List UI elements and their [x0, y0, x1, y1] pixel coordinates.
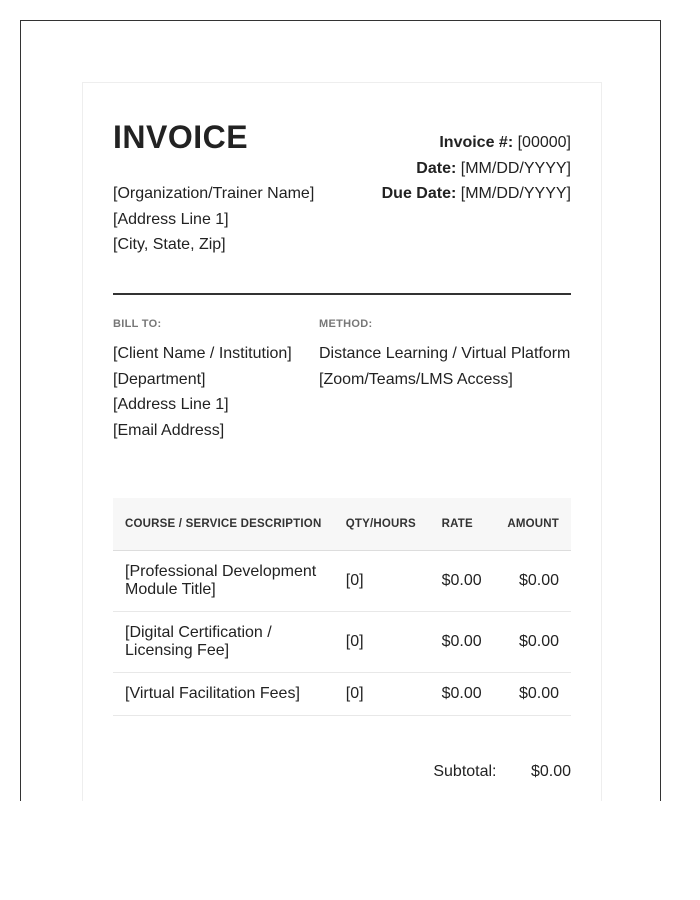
- invoice-number-label: Invoice #:: [439, 134, 514, 151]
- row-description: [Professional Development Module Title]: [113, 551, 334, 612]
- row-qty: [0]: [334, 673, 430, 716]
- due-date-row: [382, 181, 571, 207]
- row-qty: [0]: [334, 551, 430, 612]
- invoice-title: INVOICE: [113, 119, 249, 155]
- header-qty: QTY/HOURS: [334, 498, 430, 551]
- line-items-table: [113, 498, 571, 716]
- row-rate: $0.00: [430, 673, 508, 716]
- sender-name: [Organization/Trainer Name]: [113, 185, 315, 202]
- subtotal-label: Subtotal:: [433, 763, 497, 780]
- table-header-row: [113, 498, 571, 551]
- invoice-number-value: [00000]: [517, 134, 571, 151]
- bill-to-line: [Address Line 1]: [113, 396, 229, 413]
- subtotal-value: $0.00: [530, 763, 571, 780]
- row-rate: $0.00: [430, 551, 508, 612]
- invoice-date-value: [MM/DD/YYYY]: [460, 159, 571, 177]
- method-label: METHOD:: [319, 318, 373, 330]
- row-qty: [0]: [334, 612, 430, 673]
- row-description: [Virtual Facilitation Fees]: [113, 673, 334, 716]
- row-rate: $0.00: [430, 612, 508, 673]
- divider: [113, 293, 571, 295]
- invoice-meta: [382, 130, 571, 207]
- table-row: [113, 612, 571, 673]
- method-line: [Zoom/Teams/LMS Access]: [319, 370, 513, 388]
- sender-address: [Address Line 1]: [113, 210, 229, 228]
- bill-to-line: [Client Name / Institution]: [113, 345, 292, 362]
- invoice-number-row: [382, 130, 571, 156]
- header-rate: RATE: [430, 498, 508, 551]
- bill-to-block: [113, 318, 292, 443]
- document-frame: [20, 20, 661, 801]
- row-amount: $0.00: [507, 673, 571, 716]
- sender-block: [113, 181, 314, 258]
- method-block: [319, 318, 570, 392]
- sender-city: [City, State, Zip]: [113, 236, 226, 253]
- subtotal-row: [433, 763, 571, 781]
- method-line: Distance Learning / Virtual Platform: [319, 345, 571, 362]
- row-description: [Digital Certification / Licensing Fee]: [113, 612, 334, 673]
- row-amount: $0.00: [507, 612, 571, 673]
- due-date-value: [MM/DD/YYYY]: [460, 185, 571, 202]
- invoice-date-row: [382, 156, 571, 182]
- invoice-page: [82, 82, 602, 801]
- header-description: COURSE / SERVICE DESCRIPTION: [113, 498, 334, 551]
- bill-to-line: [Email Address]: [113, 421, 225, 439]
- due-date-label: Due Date:: [381, 185, 457, 202]
- invoice-date-label: Date:: [416, 159, 457, 177]
- table-row: [113, 551, 571, 612]
- row-amount: $0.00: [507, 551, 571, 612]
- bill-to-line: [Department]: [113, 370, 206, 388]
- header-amount: AMOUNT: [507, 498, 571, 551]
- bill-to-label: BILL TO:: [113, 318, 162, 330]
- table-row: [113, 673, 571, 716]
